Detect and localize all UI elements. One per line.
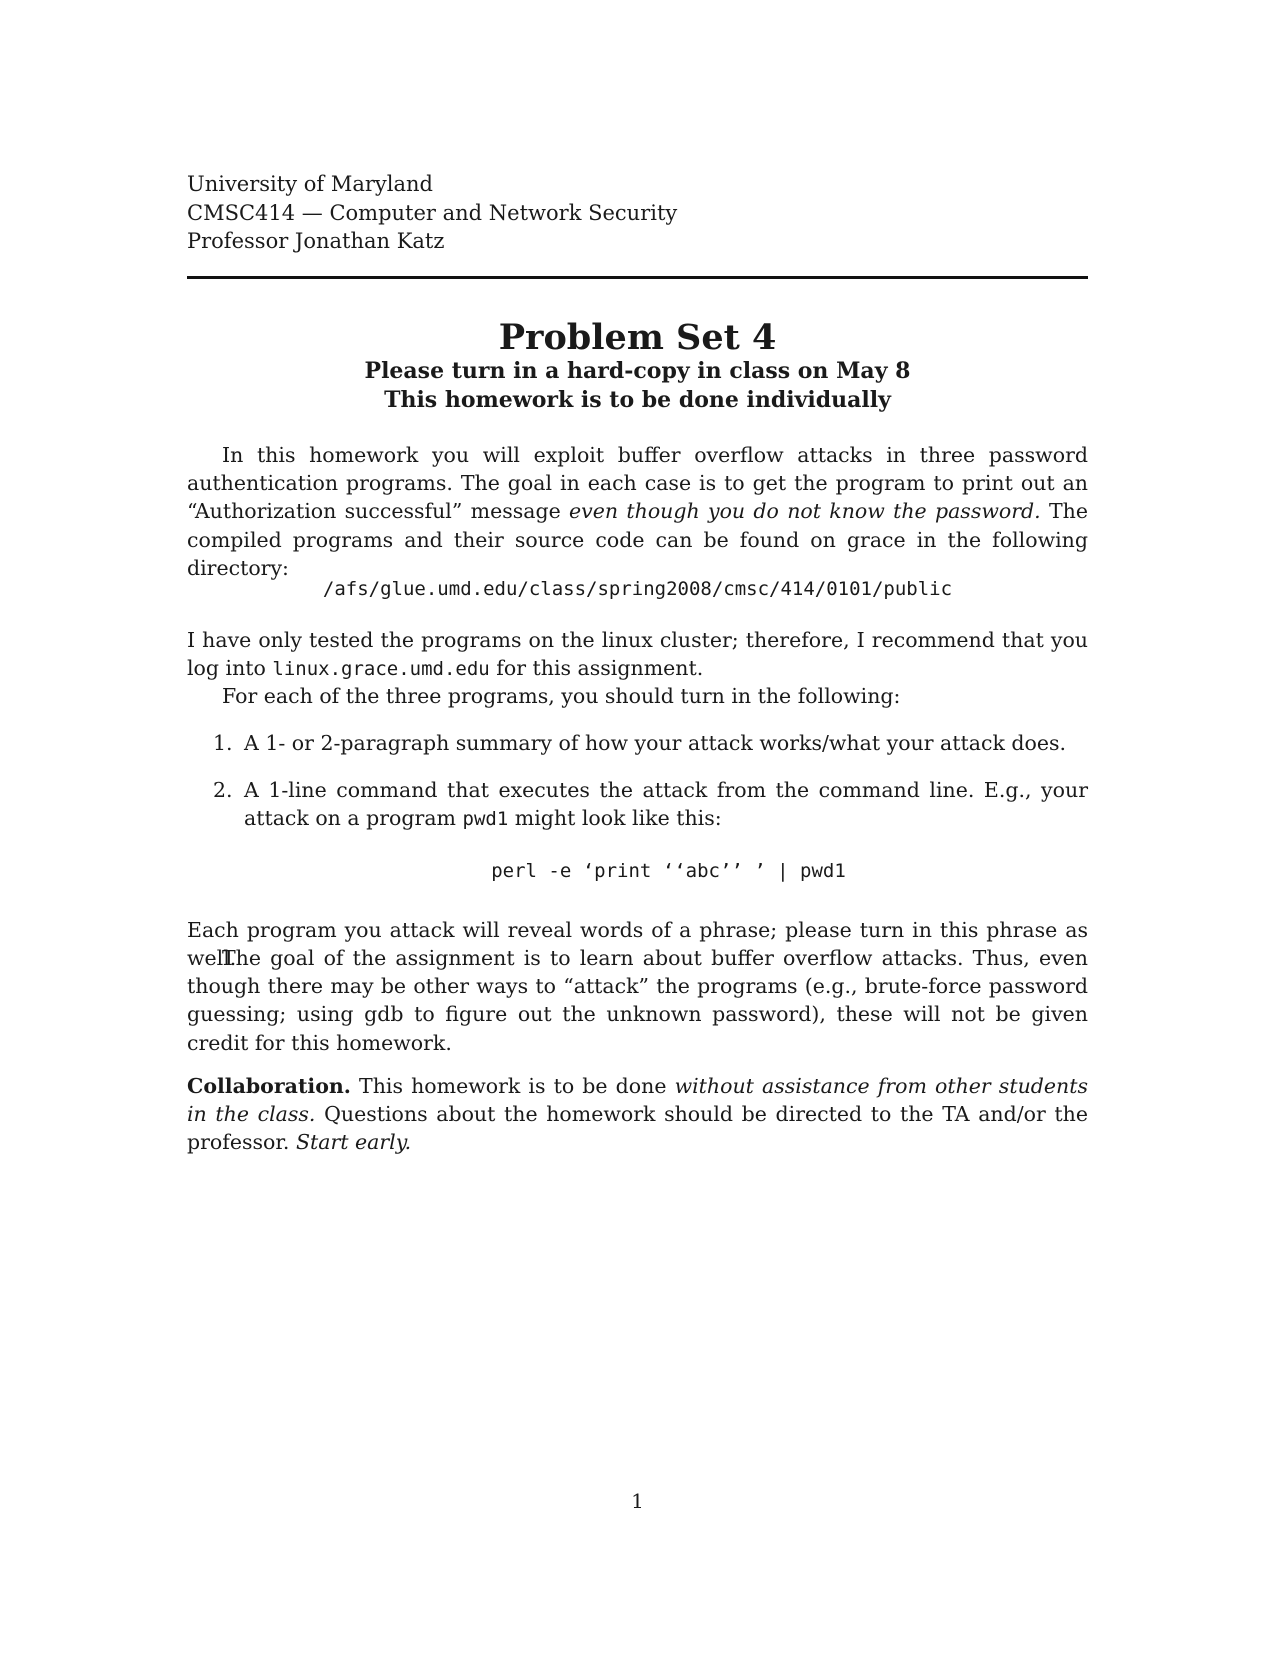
collaboration-paragraph: Collaboration. This homework is to be done without assistance from other students in the class. Questions about the homework should be directed to the TA and/or the professor. Start early.	[187, 1074, 1089, 1155]
page-number: 1	[631, 1489, 644, 1513]
collaboration-label: Collaboration.	[187, 1074, 351, 1098]
due-date-subtitle: Please turn in a hard-copy in class on May 8	[364, 358, 911, 384]
list-item-text: A 1- or 2-paragraph summary of how your attack works/what your attack does.	[244, 731, 1067, 755]
collaboration-emphasis: without assistance from other students in the class.	[187, 1074, 1088, 1127]
individual-work-subtitle: This homework is to be done individually	[384, 387, 891, 413]
course-header	[187, 170, 677, 256]
tested-paragraph: I have only tested the programs on the linux cluster; therefore, I recommend that you log into linux.grace.umd.edu for this assignment.	[187, 628, 1088, 681]
directory-path: /afs/glue.umd.edu/class/spring2008/cmsc/414/0101/public	[322, 578, 953, 600]
list-item-number: 1.	[213, 731, 233, 755]
goal-paragraph: The goal of the assignment is to learn about buffer overflow attacks. Thus, even though there may be other ways to “attack” the programs (e.g., brute-force password guessing; using gdb to figure out the unknown password), these will not be given credit for this homework.	[187, 946, 1088, 1055]
list-item	[213, 729, 1088, 757]
intro-paragraph: In this homework you will exploit buffer overflow attacks in three password authentication programs. The goal in each case is to get the program to print out an “Authorization successful” message even though you do not know the password. The compiled programs and their source code can be found on grace in the following directory:	[187, 443, 1088, 580]
university-name: University of Maryland	[187, 172, 433, 196]
start-early-note: Start early.	[295, 1130, 412, 1155]
course-name: CMSC414 — Computer and Network Security	[187, 200, 678, 225]
header-divider	[187, 276, 1088, 279]
command-example: perl -e ‘print ‘‘abc’’ ’ | pwd1	[491, 860, 846, 882]
intro-emphasis: even though you do not know the password.	[569, 499, 1041, 524]
program-name: pwd1	[462, 808, 509, 831]
host-name: linux.grace.umd.edu	[272, 658, 490, 681]
professor-name: Professor Jonathan Katz	[187, 229, 445, 253]
for-each-paragraph: For each of the three programs, you should turn in the following:	[222, 684, 901, 708]
phrase-note-paragraph: Each program you attack will reveal words of a phrase; please turn in this phrase as well.	[187, 918, 1088, 971]
list-item-number: 2.	[213, 778, 233, 802]
list-item	[213, 776, 1088, 833]
list-item-text: A 1-line command that executes the attack from the command line. E.g., your attack on a program pwd1 might look like this:	[244, 778, 1088, 831]
page-title: Problem Set 4	[498, 317, 777, 358]
